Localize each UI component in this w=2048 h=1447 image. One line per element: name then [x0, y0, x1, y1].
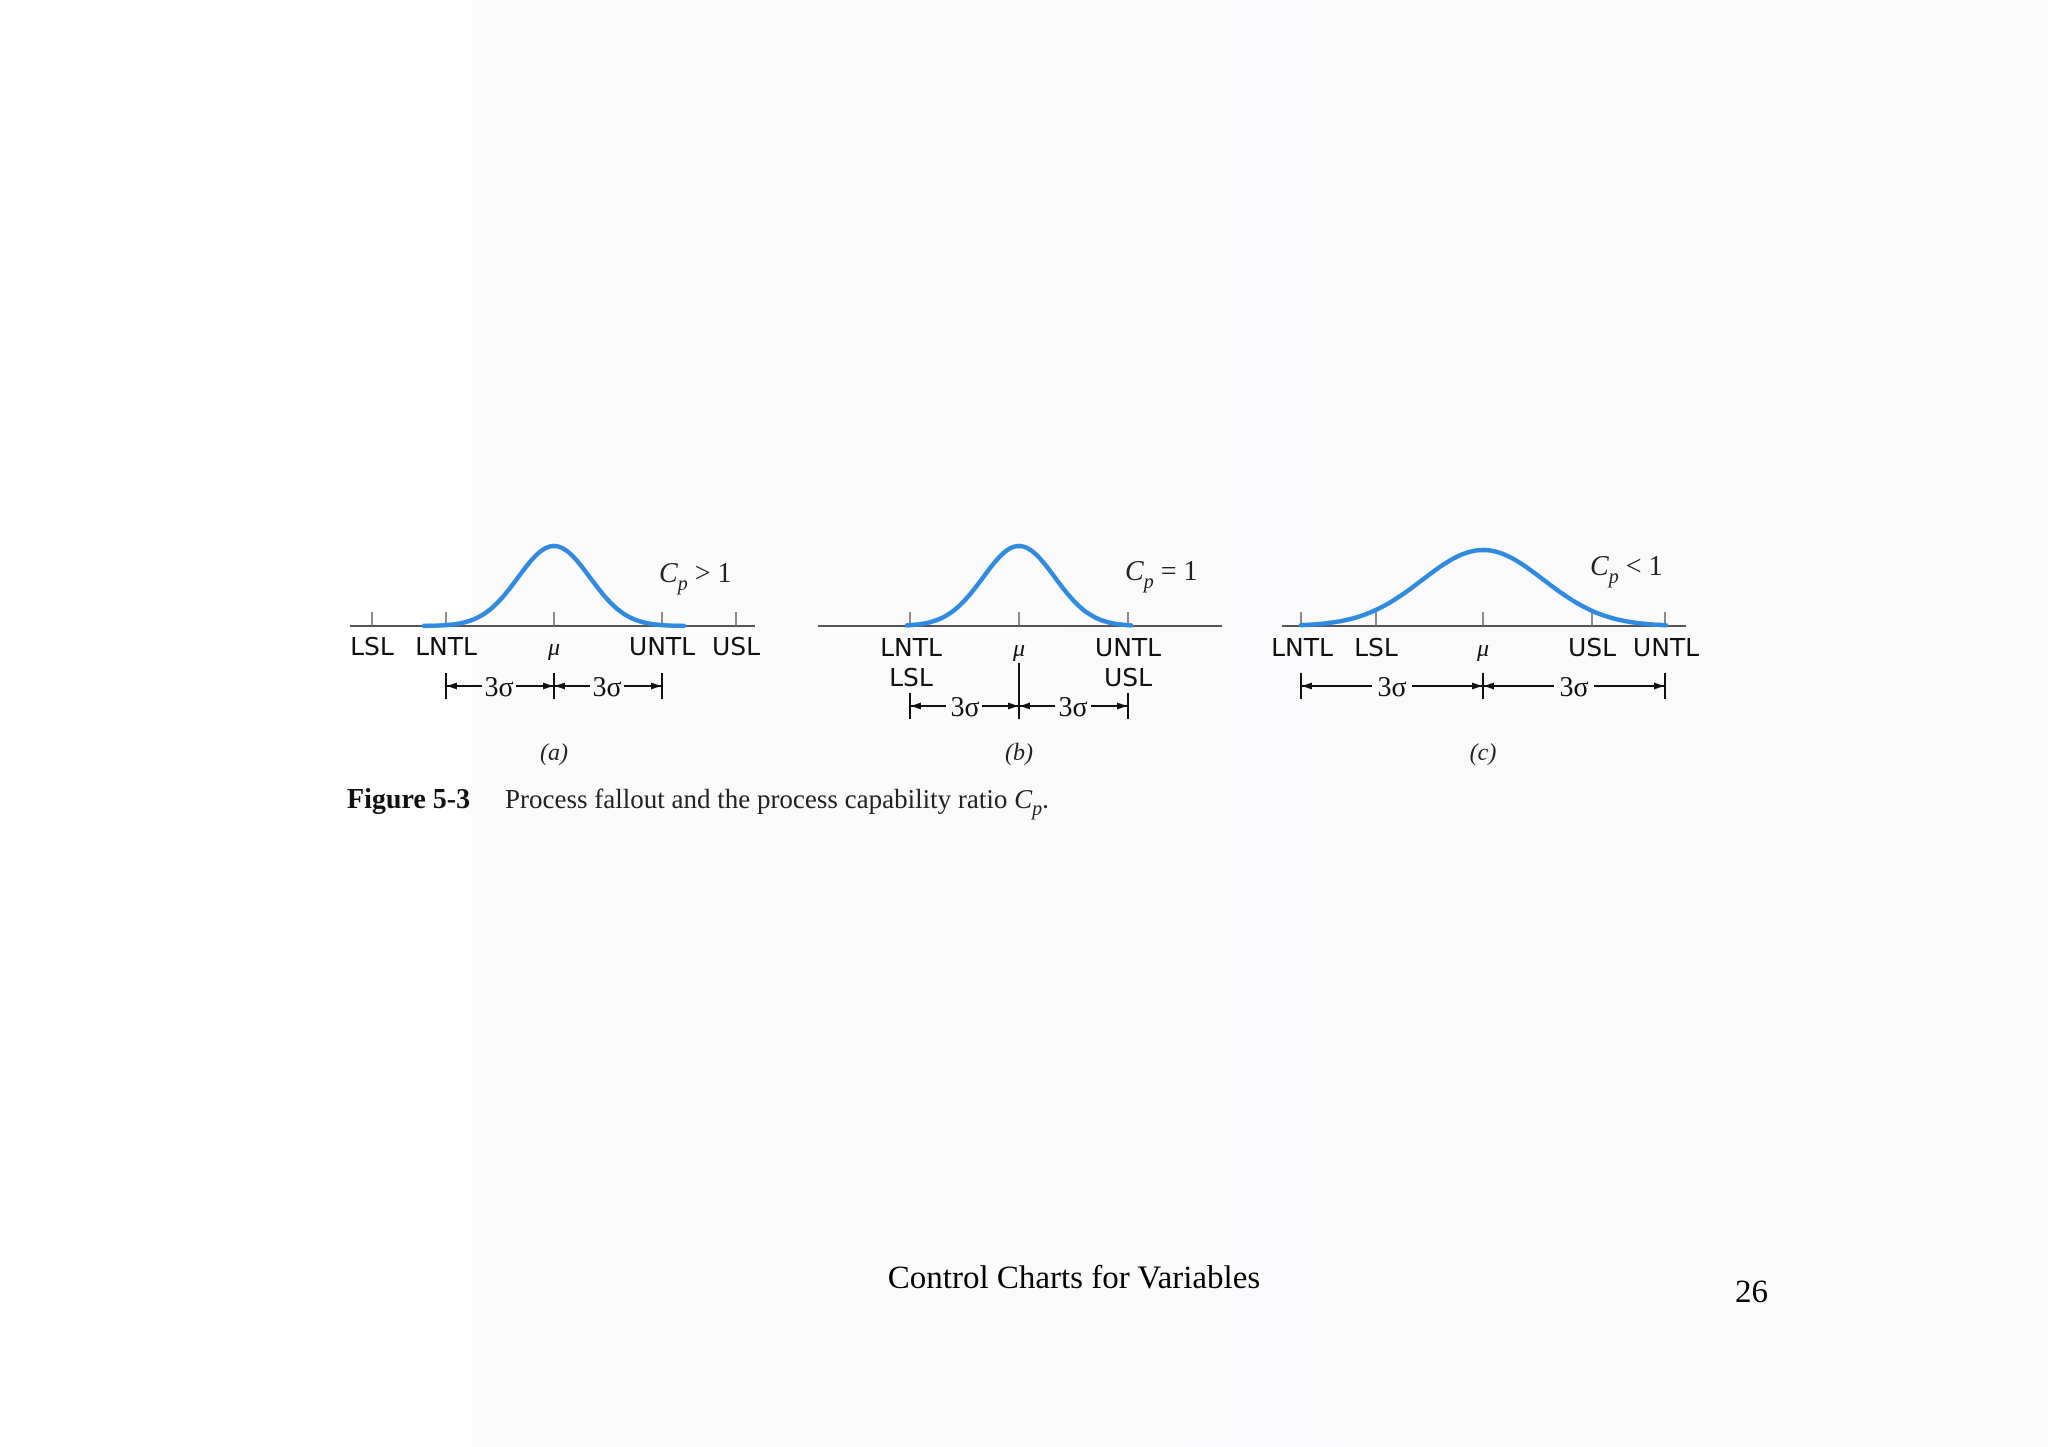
panel-b-label-mu: μ — [1012, 636, 1026, 662]
panel-b-label-lsl: LSL — [889, 663, 933, 692]
panel-b — [818, 546, 1222, 766]
panel-a-label-untl: UNTL — [628, 632, 696, 661]
panel-a-label-lntl: LNTL — [415, 632, 477, 661]
panel-b-sigma-dimension — [910, 663, 1128, 719]
panel-c-caption: (c) — [1469, 740, 1497, 766]
panel-c-sigma-left: 3σ — [1377, 672, 1407, 703]
panel-a-caption: (a) — [540, 740, 568, 766]
panel-a — [350, 546, 760, 766]
panel-a-sigma-right: 3σ — [592, 672, 622, 703]
panel-b-sigma-right: 3σ — [1058, 692, 1088, 723]
panel-c-cp-label: $C_p < 1$ — [1590, 551, 1663, 588]
panel-a-label-mu: μ — [547, 635, 561, 661]
panel-a-label-usl: USL — [711, 632, 761, 661]
page-number: 26 — [1735, 1274, 1768, 1310]
panel-c — [1271, 550, 1699, 766]
panel-c-label-lsl: LSL — [1354, 633, 1398, 662]
panel-a-cp-label: $C_p > 1$ — [659, 558, 732, 595]
panel-c-label-untl: UNTL — [1632, 633, 1700, 662]
panel-b-caption: (b) — [1005, 740, 1033, 766]
panel-b-label-untl: UNTL — [1094, 633, 1162, 662]
slide-footer-title: Control Charts for Variables — [887, 1260, 1261, 1296]
panel-c-label-lntl: LNTL — [1271, 633, 1333, 662]
panel-a-sigma-left: 3σ — [484, 672, 514, 703]
panel-c-sigma-right: 3σ — [1559, 672, 1589, 703]
panel-b-sigma-left: 3σ — [950, 692, 980, 723]
panel-c-label-usl: USL — [1567, 633, 1617, 662]
panel-c-sigma-dimension — [1301, 673, 1665, 699]
panel-b-cp-label: $C_p = 1$ — [1125, 556, 1198, 593]
figure-caption-text: Process fallout and the process capability ratio $C_p$. — [505, 784, 1049, 820]
panel-c-label-mu: μ — [1476, 636, 1490, 662]
panel-b-label-usl: USL — [1103, 663, 1153, 692]
figure-caption-number: Figure 5-3 — [347, 784, 471, 815]
panel-a-label-lsl: LSL — [350, 632, 394, 661]
panel-a-sigma-dimension — [446, 673, 662, 699]
panel-b-label-lntl: LNTL — [880, 633, 942, 662]
